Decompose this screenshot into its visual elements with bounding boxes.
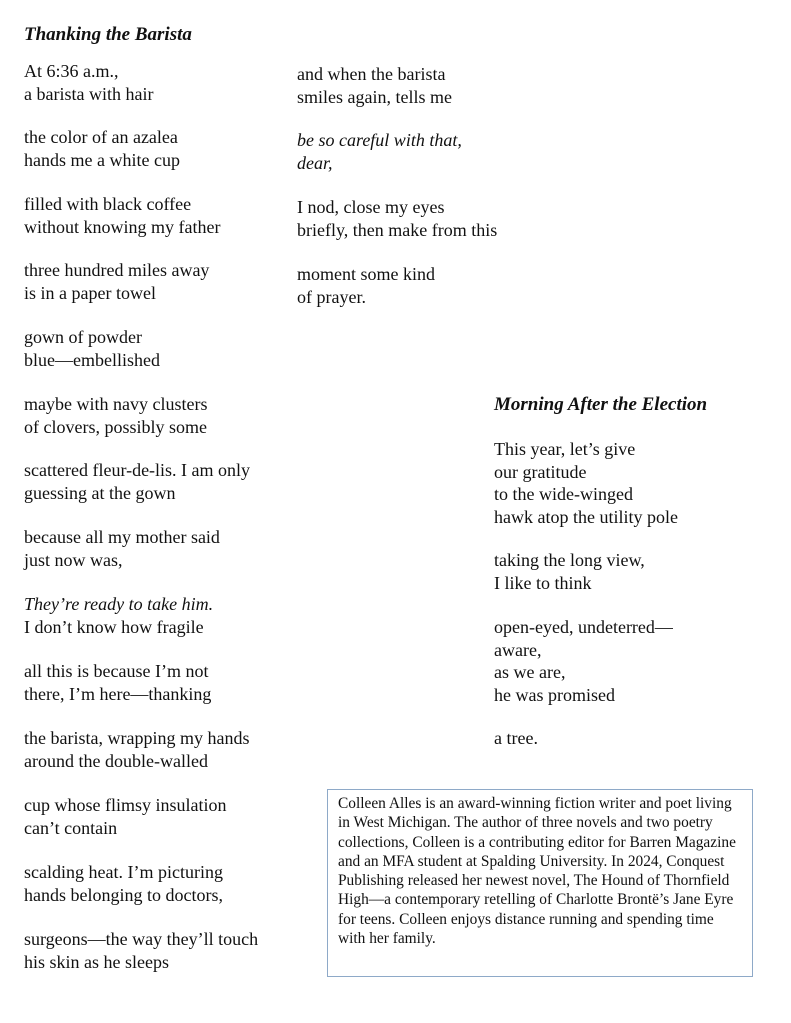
poem-line: This year, let’s give <box>494 439 636 459</box>
poem-line: just now was, <box>24 549 123 570</box>
poem-line: scattered fleur-de-lis. I am only <box>24 460 251 480</box>
poem-line: hands belonging to doctors, <box>24 884 223 905</box>
poem1-stanza-11 <box>24 727 249 772</box>
poem-line: blue—embellished <box>24 349 160 370</box>
poem-title-thanking-the-barista: Thanking the Barista <box>24 24 192 45</box>
poem1-stanza-14 <box>24 928 258 973</box>
poem-line: the color of an azalea <box>24 127 178 147</box>
poem-line: all this is because I’m not <box>24 661 209 681</box>
poem-line: dear, <box>297 152 333 173</box>
poem-line: three hundred miles away <box>24 260 210 280</box>
poem-line: be so careful with that, <box>297 130 462 150</box>
poem1-stanza-15 <box>297 63 452 108</box>
poem1-stanza-6 <box>24 393 207 438</box>
poem-line: moment some kind <box>297 264 435 284</box>
poem-line: of prayer. <box>297 286 366 307</box>
poem1-stanza-13 <box>24 861 223 906</box>
poem-line: hawk atop the utility pole <box>494 506 678 527</box>
poem-line: because all my mother said <box>24 527 220 547</box>
poem1-stanza-3 <box>24 193 220 238</box>
poem-line: as we are, <box>494 662 566 682</box>
poem1-stanza-18 <box>297 263 435 308</box>
poem2-stanza-4 <box>494 727 538 750</box>
poem-line: At 6:36 a.m., <box>24 61 119 81</box>
poem-line: aware, <box>494 639 542 660</box>
author-bio-text: Colleen Alles is an award-winning fiction writer and poet living in West Michigan. The author of three novels and two poetry collections, Colleen is a contributing editor for Barren Magazine and an MFA student at Spalding University. In 2024, Conquest Publishing released her newest novel, The Hound of Thornfield High—a contemporary retelling of Charlotte Brontë’s Jane Eyre for teens. Colleen enjoys distance running and spending time with her family. <box>338 795 736 948</box>
poem-line: maybe with navy clusters <box>24 394 208 414</box>
poem-line: around the double-walled <box>24 750 208 771</box>
poem-line: the barista, wrapping my hands <box>24 728 250 748</box>
poem1-stanza-7 <box>24 459 250 504</box>
poem1-stanza-9 <box>24 593 213 638</box>
poem1-stanza-2 <box>24 126 180 171</box>
author-bio-box <box>327 789 753 977</box>
poem-line: scalding heat. I’m picturing <box>24 862 223 882</box>
poem1-stanza-4 <box>24 259 209 304</box>
poem1-stanza-12 <box>24 794 226 839</box>
poem2-stanza-1 <box>494 438 678 528</box>
poem-line: taking the long view, <box>494 550 645 570</box>
poem-line: his skin as he sleeps <box>24 951 169 972</box>
poem1-stanza-17 <box>297 196 497 241</box>
poem-line: to the wide-winged <box>494 484 633 504</box>
poem-line: of clovers, possibly some <box>24 416 207 437</box>
poem-line: I like to think <box>494 572 592 593</box>
poem-line: hands me a white cup <box>24 149 180 170</box>
poem-line: is in a paper towel <box>24 282 156 303</box>
poem-line: They’re ready to take him. <box>24 594 214 614</box>
poem-line: surgeons—the way they’ll touch <box>24 929 259 949</box>
poem-line: without knowing my father <box>24 216 221 237</box>
poem-line: filled with black coffee <box>24 194 192 214</box>
poem-line: a tree. <box>494 728 538 748</box>
poem1-stanza-1 <box>24 60 153 105</box>
poem-line: a barista with hair <box>24 83 154 104</box>
poem-line: briefly, then make from this <box>297 219 498 240</box>
poem-line: he was promised <box>494 684 615 705</box>
poem-line: smiles again, tells me <box>297 86 452 107</box>
poem1-stanza-10 <box>24 660 211 705</box>
poem-line: our gratitude <box>494 461 587 482</box>
poem1-stanza-5 <box>24 326 160 371</box>
poem1-stanza-16 <box>297 129 462 174</box>
poem-title-morning-after-the-election: Morning After the Election <box>494 394 708 415</box>
poem1-stanza-8 <box>24 526 220 571</box>
poem-line: guessing at the gown <box>24 482 176 503</box>
poem-line: open-eyed, undeterred— <box>494 617 673 637</box>
poem-line: and when the barista <box>297 64 446 84</box>
poem-line: there, I’m here—thanking <box>24 683 212 704</box>
poem2-stanza-2 <box>494 549 645 594</box>
poem-line: cup whose flimsy insulation <box>24 795 227 815</box>
poem-line: can’t contain <box>24 817 118 838</box>
poem-line: I nod, close my eyes <box>297 197 445 217</box>
poem-line: I don’t know how fragile <box>24 616 204 637</box>
poem-line: gown of powder <box>24 327 142 347</box>
poem2-stanza-3 <box>494 616 673 706</box>
